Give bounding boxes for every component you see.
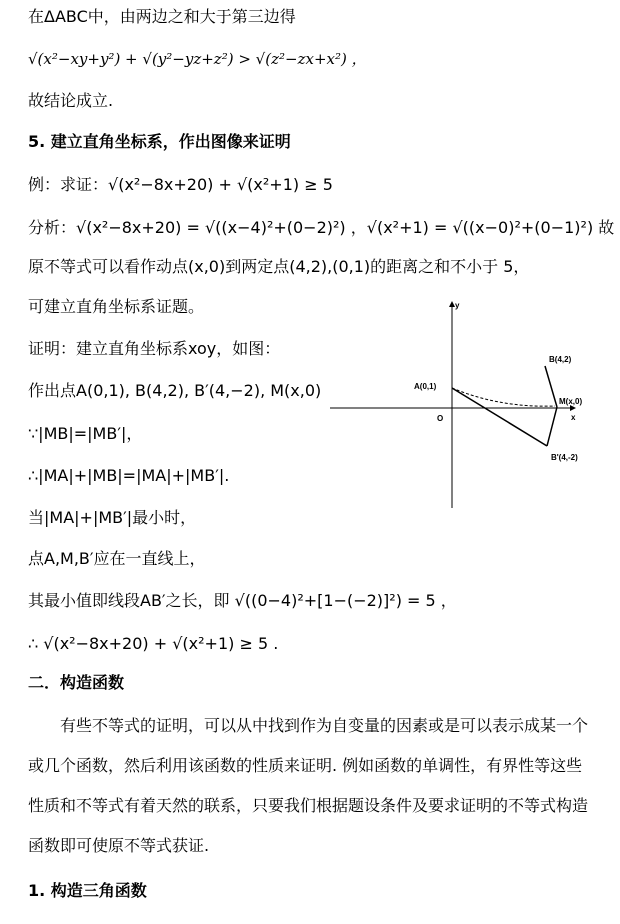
paragraph-construct-function: 有些不等式的证明，可以从中找到作为自变量的因素或是可以表示成某一个或几个函数，然后利用该函数的性质来证明. 例如函数的单调性，有界性等这些性质和不等式有着天然的联系，只要我们根据题设条件及要求证明的不等式构造函数即可使原不等式获证. [28,716,589,855]
analysis-line-2: 原不等式可以看作动点(x,0)到两定点(4,2),(0,1)的距离之和不小于 5， [28,257,530,276]
analysis-line-1: 分析：√(x²−8x+20) = √((x−4)²+(0−2)²) ，√(x²+1) = √((x−0)²+(0−1)²) 故 [28,218,615,237]
proof-line-2: 作出点A(0,1), B(4,2), B′(4,−2), M(x,0) [28,381,322,400]
heading-section-two: 二．构造函数 [28,673,125,692]
segment-m-bprime [547,407,557,446]
heading-trig-function: 1. 构造三角函数 [28,881,147,900]
y-axis-label: y [455,301,460,310]
segment-b-bprime [545,366,557,407]
point-b-label: B(4,2) [549,355,572,364]
example-statement: 例：求证：√(x²−8x+20) + √(x²+1) ≥ 5 [28,175,333,194]
point-m-label: M(x,0) [559,397,583,406]
proof-line-6: 点A,M,B′应在一直线上， [28,549,206,568]
segment-a-bprime [452,388,547,446]
proof-line-8: ∴ √(x²−8x+20) + √(x²+1) ≥ 5 . [28,634,279,653]
x-axis-label: x [571,413,576,422]
origin-label: O [437,414,444,423]
point-bprime-label: B'(4,-2) [551,453,578,462]
proof-line-1: 证明：建立直角坐标系xoy，如图： [28,339,281,358]
proof-line-4: ∴|MA|+|MB|=|MA|+|MB′|. [28,466,230,485]
line-conclusion: 故结论成立. [28,91,114,110]
proof-line-3: ∵|MB|=|MB′|， [28,424,143,443]
heading-section-5: 5. 建立直角坐标系，作出图像来证明 [28,132,291,151]
coordinate-figure [325,296,595,516]
formula-triangle-inequality: √(x²−xy+y²) + √(y²−yz+z²) > √(z²−zx+x²) ， [28,50,367,68]
point-a-label: A(0,1) [414,382,437,391]
line-triangle: 在ΔABC中，由两边之和大于第三边得 [28,7,296,26]
proof-line-5: 当|MA|+|MB′|最小时， [28,508,197,527]
proof-line-7: 其最小值即线段AB′之长，即 √((0−4)²+[1−(−2)]²) = 5 ， [28,591,457,610]
analysis-line-3: 可建立直角坐标系证题。 [28,297,205,316]
